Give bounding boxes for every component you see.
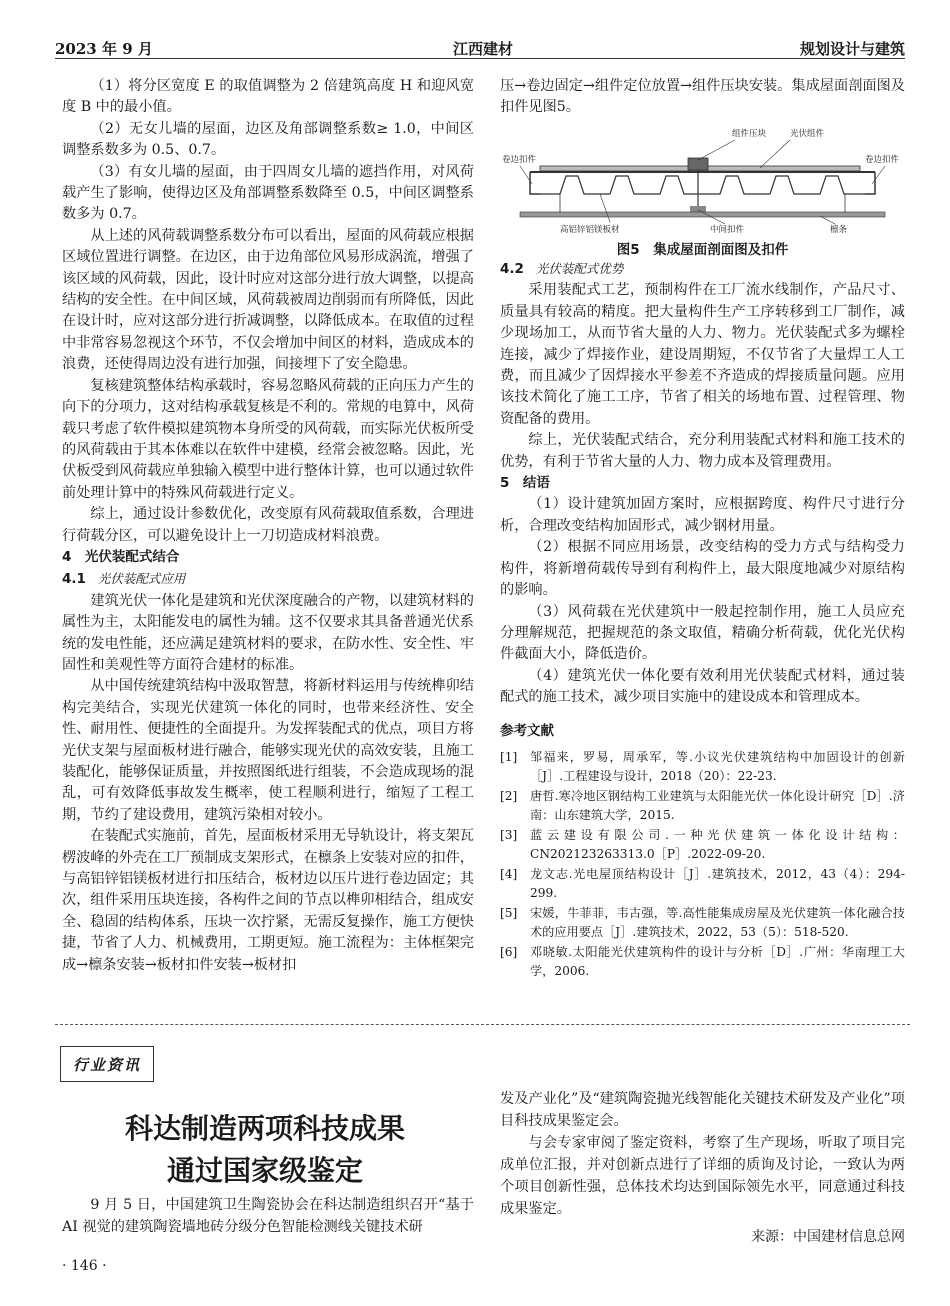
paragraph: 压→卷边固定→组件定位放置→组件压块安装。集成屋面剖面图及扣件见图5。 [500, 78, 905, 116]
news-left [62, 1194, 474, 1238]
section-divider [55, 1024, 910, 1025]
reference-text: 唐哲.寒冷地区钢结构工业建筑与太阳能光伏一体化设计研究［D］.济南：山东建筑大学，2015. [530, 788, 905, 823]
page-number: · 146 · [62, 1258, 107, 1274]
paragraph: （2）无女儿墙的屋面，边区及角部调整系数≥ 1.0，中间区调整系数多为 0.5、0.7。 [62, 120, 474, 159]
paragraph: 综上，通过设计参数优化，改变原有风荷载取值系数，合理进行荷载分区，可以避免设计上一刀切造成材料浪费。 [62, 506, 474, 544]
label-block: 组件压块 [732, 129, 767, 139]
section-name: 规划设计与建筑 [799, 40, 905, 58]
paragraph: （1）设计建筑加固方案时，应根据跨度、构件尺寸进行分析，合理改变结构加固形式，减少钢材用量。 [500, 496, 905, 534]
header-date: 2023 年 9 月 [55, 40, 153, 58]
reference-number: [4] [500, 866, 518, 881]
news-paragraph: 发及产业化”及“建筑陶瓷抛光线智能化关键技术研发及产业化”项目科技成果鉴定会。 [500, 1091, 905, 1129]
paragraph: 采用装配式工艺，预制构件在工厂流水线制作，产品尺寸、质量具有较高的精度。把大量构件生产工序转移到工厂制作，减少现场加工，从而节省大量的人力、物力。光伏装配式多为螺栓连接，减少了焊接作业，建设周期短，不仅节省了大量焊工人工费，而且减少了因焊接水平参差不齐造成的焊接质量问题。应用该技术简化了施工工序，节省了相关的场地布置、过程管理、物资配备的费用。 [500, 282, 905, 427]
reference-item [500, 826, 905, 865]
references-heading: 参考文献 [500, 722, 554, 739]
right-column-top [500, 76, 905, 119]
paragraph: 复核建筑整体结构承载时，容易忽略风荷载的正向压力产生的向下的分项力，这对结构承载复核是不利的。常规的电算中，风荷载只考虑了软件模拟建筑物本身所受的风荷载，而实际光伏板所受的风荷载由于其本体难以在软件中建模，经常会被忽略。因此，光伏板受到风荷载应单独输入模型中进行整体计算，也可以通过软件前处理计算中的特殊风荷载进行定义。 [62, 377, 474, 501]
subsection-number: 4.2 [500, 261, 524, 277]
journal-name: 江西建材 [453, 40, 514, 58]
label-sheet: 高铝锌铝镁板材 [560, 225, 620, 235]
reference-number: [3] [500, 827, 518, 842]
reference-text: 蓝云建设有限公司.一种光伏建筑一体化设计结构：CN202123263313.0［P］.2022-09-20. [530, 827, 905, 862]
reference-text: 邓晓敏.太阳能光伏建筑构件的设计与分析［D］.广州：华南理工大学，2006. [530, 944, 905, 979]
reference-item [500, 904, 905, 943]
reference-number: [2] [500, 788, 518, 803]
news-paragraph: 与会专家审阅了鉴定资料，考察了生产现场，听取了项目完成单位汇报，并对创新点进行了详细的质询及讨论，一致认为两个项目创新性强，总体技术均达到国际领先水平，同意通过科技成果鉴定。 [500, 1135, 905, 1217]
label-purlin: 檩条 [830, 225, 848, 235]
paragraph: （1）将分区宽度 E 的取值调整为 2 倍建筑高度 H 和迎风宽度 B 中的最小值。 [62, 78, 474, 116]
paragraph: （2）根据不同应用场景，改变结构的受力方式与结构受力构件，将新增荷载传导到有利构件上，最大限度地减少对原结构的影响。 [500, 539, 905, 599]
header-rule [55, 58, 905, 59]
reference-number: [1] [500, 749, 518, 764]
reference-text: 龙文志.光电屋顶结构设计［J］.建筑技术，2012，43（4）：294-299. [530, 866, 905, 901]
section-5-heading: 5 结语 [500, 475, 550, 492]
reference-item [500, 787, 905, 826]
news-title-line-1: 科达制造两项科技成果 [124, 1112, 405, 1145]
paragraph: 从中国传统建筑结构中汲取智慧，将新材料运用与传统榫卯结构完美结合，实现光伏建筑一体化的同时，也带来经济性、安全性、耐用性、便捷性的全面提升。为发挥装配式的优点，项目方将光伏支架与屋面板材进行融合，能够实现光伏的高效安装，且施工装配化，能够保证质量，并按照图纸进行组装，不会造成现场的混乱，可有效降低事故发生概率，使工程顺利进行，缩短了工程工期，节约了建设费用，建筑污染相对较小。 [62, 678, 474, 823]
label-mid-clip: 中间扣件 [710, 225, 745, 235]
reference-text: 宋媛，牛菲菲，韦古强，等.高性能集成房屋及光伏建筑一体化融合技术的应用要点［J］.建筑技术，2022，53（5）：518-520. [530, 905, 905, 940]
news-source: 来源：中国建材信息总网 [751, 1229, 905, 1245]
reference-text: 邹福来，罗易，周承军，等.小议光伏建筑结构中加固设计的创新［J］.工程建设与设计，2018（20）：22-23. [530, 749, 905, 784]
subsection-4-2-heading [500, 258, 905, 280]
section-4-heading: 4 光伏装配式结合 [62, 548, 180, 565]
paragraph: （3）有女儿墙的屋面，由于四周女儿墙的遮挡作用，对风荷载产生了影响，使得边区及角部调整系数降至 0.5，中间区调整系数多为 0.7。 [62, 163, 474, 223]
subsection-title: 光伏装配式应用 [97, 571, 186, 587]
news-right [500, 1088, 905, 1220]
news-title-line-2: 通过国家级鉴定 [166, 1154, 363, 1187]
right-column-body [500, 258, 905, 982]
figure-caption: 图5 集成屋面剖面图及扣件 [616, 242, 789, 258]
reference-item [500, 943, 905, 982]
paragraph: （3）风荷载在光伏建筑中一般起控制作用，施工人员应充分理解规范，把握规范的条文取值，精确分析荷载，优化光伏构件截面大小，降低造价。 [500, 603, 905, 663]
paragraph: 在装配式实施前，首先，屋面板材采用无导轨设计，将支架瓦楞波峰的外壳在工厂预制成支架形式，在檩条上安装对应的扣件，与高铝锌铝镁板材进行扣压结合，板材边以压片进行卷边固定；其次，组件采用压块连接，各构件之间的节点以榫卯相结合，组成安全、稳固的结构体系，压块一次拧紧，无需反复操作，施工方便快捷，节省了人力、机械费用，工期更短。施工流程为：主体框架完成→檩条安装→板材扣件安装→板材扣 [62, 828, 474, 973]
subsection-4-1-heading [62, 568, 474, 590]
news-title [80, 1108, 450, 1192]
roof-section-figure [500, 124, 905, 249]
paragraph: （4）建筑光伏一体化要有效利用光伏装配式材料，通过装配式的施工技术，减少项目实施中的建设成本和管理成本。 [500, 667, 905, 706]
label-edge-left: 卷边扣件 [502, 155, 537, 165]
label-pv: 光伏组件 [790, 129, 825, 139]
reference-number: [6] [500, 944, 518, 959]
subsection-title: 光伏装配式优势 [535, 261, 624, 276]
reference-item [500, 748, 905, 787]
paragraph: 综上，光伏装配式结合，充分利用装配式材料和施工技术的优势，有利于节省大量的人力、物力成本及管理费用。 [500, 432, 905, 470]
news-tag: 行业资讯 [60, 1046, 154, 1082]
news-paragraph: 9 月 5 日，中国建筑卫生陶瓷协会在科达制造组织召开“基于 AI 视觉的建筑陶瓷墙地砖分级分色智能检测线关键技术研 [62, 1197, 474, 1235]
left-column [62, 76, 474, 976]
paragraph: 从上述的风荷载调整系数分布可以看出，屋面的风荷载应根据区域位置进行调整。在边区，由于边角部位风易形成涡流，增强了该区域的风荷载，因此，设计时应对这部分进行放大调整，以提高结构的安全性。在中间区域，风荷载被周边削弱而有所降低，因此在设计时，应对这部分进行折减调整，以降低成本。在取值的过程中非常容易忽视这个环节，不仅会增加中间区的材料，造成成本的浪费，还使得周边没有进行加强，间接埋下了安全隐患。 [62, 227, 474, 373]
subsection-number: 4.1 [62, 571, 86, 588]
reference-number: [5] [500, 905, 518, 920]
reference-item [500, 865, 905, 904]
label-edge-right: 卷边扣件 [865, 155, 900, 165]
paragraph: 建筑光伏一体化是建筑和光伏深度融合的产物，以建筑材料的属性为主，太阳能发电的属性为辅。这不仅要求其具备普通光伏系统的发电性能，还应满足建筑材料的要求，在防水性、安全性、牢固性和美观性等方面符合建材的标准。 [62, 592, 474, 673]
